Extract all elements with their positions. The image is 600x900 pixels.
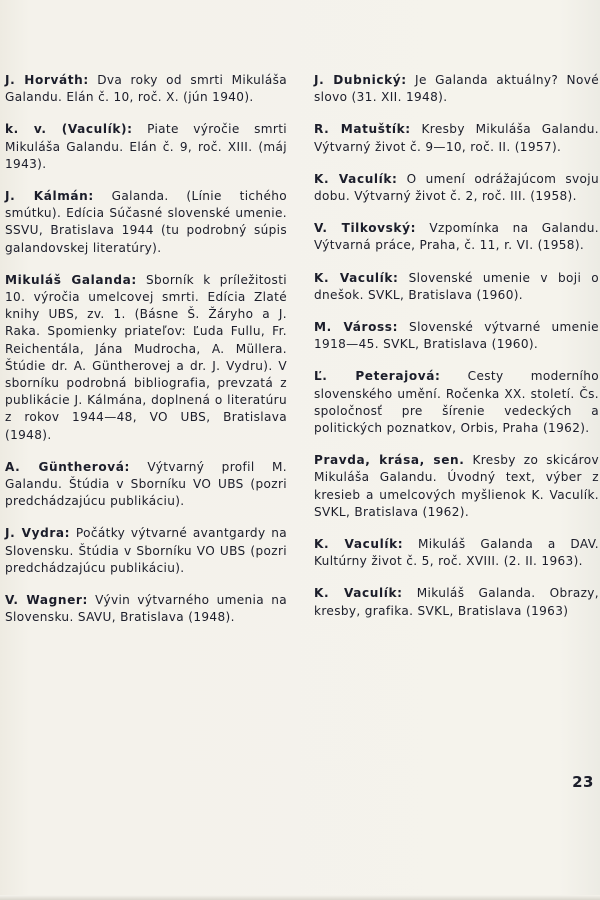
entry-text: Mikuláš Galanda a DAV. Kultúrny život č. 5, roč. XVIII. (2. II. 1963). xyxy=(314,537,599,569)
entry-author: K. Vaculík: xyxy=(314,537,404,552)
bibliography-entry xyxy=(314,536,599,570)
entry-text: Slovenské výtvarné umenie 1918—45. SVKL, Bratislava (1960). xyxy=(314,320,599,352)
bibliography-column-left xyxy=(5,72,287,641)
bibliography-entry xyxy=(5,72,287,106)
bibliography-entry xyxy=(5,592,287,626)
bibliography-entry xyxy=(314,220,599,254)
entry-author: k. v. (Vaculík): xyxy=(5,122,133,137)
entry-author: M. Váross: xyxy=(314,320,399,335)
bibliography-entry xyxy=(5,121,287,173)
entry-author: R. Matuštík: xyxy=(314,122,411,137)
page-number: 23 xyxy=(572,773,594,791)
entry-text: Vývin výtvarného umenia na Slovensku. SAVU, Bratislava (1948). xyxy=(5,593,287,625)
entry-author: J. Kálmán: xyxy=(5,189,94,204)
entry-author: V. Tilkovský: xyxy=(314,221,416,236)
entry-text: Sborník k príležitosti 10. výročia umelcovej smrti. Edícia Zlaté knihy UBS, zv. 1. (Básne Š. Žáryho a J. Raka. Spomienky priateľov: Ľuda Fullu, Fr. Reichentála, Jána Mudrocha, A. Müllera. Štúdie dr. A. Güntherovej a dr. J. Vydru). V sborníku podrobná bibliografia, prevzatá z publikácie J. Kálmána, doplnená o literatúru z rokov 1944—48, VO UBS, Bratislava (1948). xyxy=(5,272,288,442)
bibliography-entry xyxy=(314,585,599,619)
entry-text: Cesty moderního slovenského umění. Ročenka XX. století. Čs. spoločnosť pre šírenie vedeckých a politických poznatkov, Orbis, Praha (1962). xyxy=(314,369,599,436)
entry-text: Slovenské umenie v boji o dnešok. SVKL, Bratislava (1960). xyxy=(314,270,599,302)
entry-text: Piate výročie smrti Mikuláša Galandu. Elán č. 9, roč. XIII. (máj 1943). xyxy=(5,122,287,171)
entry-text: Mikuláš Galanda. Obrazy, kresby, grafika. SVKL, Bratislava (1963) xyxy=(314,586,599,618)
entry-text: Galanda. (Línie tichého smútku). Edícia Súčasné slovenské umenie. SSVU, Bratislava 1944 (tu podrobný súpis galandovskej literatúry). xyxy=(5,189,287,255)
entry-text: Výtvarný profil M. Galandu. Štúdia v Sborníku VO UBS (pozri predchádzajúcu publikáciu). xyxy=(5,459,287,509)
entry-text: Kresby Mikuláša Galandu. Výtvarný život č. 9—10, roč. II. (1957). xyxy=(314,122,599,154)
entry-author: Mikuláš Galanda: xyxy=(5,272,137,287)
entry-text: O umení odrážajúcom svoju dobu. Výtvarný život č. 2, roč. III. (1958). xyxy=(314,171,599,204)
entry-text: Počátky výtvarné avantgardy na Slovensku. Štúdia v Sborníku VO UBS (pozri predchádzajúcu publikáciu). xyxy=(5,526,287,575)
entry-author: J. Horváth: xyxy=(5,73,89,87)
bibliography-entry xyxy=(314,72,599,106)
entry-author: K. Vaculík: xyxy=(314,270,399,285)
entry-author: V. Wagner: xyxy=(5,593,88,608)
page-bottom-edge xyxy=(0,895,600,900)
entry-text: Kresby zo skicárov Mikuláša Galandu. Úvodný text, výber z kresieb a umelcových myšlienok K. Vaculík. SVKL, Bratislava (1962). xyxy=(314,453,599,519)
bibliography-entry xyxy=(314,319,599,353)
bibliography-entry xyxy=(314,452,599,521)
entry-author: A. Güntherová: xyxy=(5,459,130,474)
entry-author: Ľ. Peterajová: xyxy=(314,369,441,384)
bibliography-entry xyxy=(314,368,599,437)
entry-text: Vzpomínka na Galandu. Výtvarná práce, Praha, č. 11, r. VI. (1958). xyxy=(314,221,599,253)
entry-text: Je Galanda aktuálny? Nové slovo (31. XII. 1948). xyxy=(314,73,599,105)
bibliography-entry xyxy=(314,270,599,304)
bibliography-column-right xyxy=(314,72,599,635)
entry-author: K. Vaculík: xyxy=(314,586,403,601)
bibliography-entry xyxy=(5,459,287,511)
bibliography-entry xyxy=(314,121,599,155)
bibliography-entry xyxy=(314,171,599,205)
bibliography-entry xyxy=(5,525,287,577)
entry-author: J. Dubnický: xyxy=(314,73,407,87)
bibliography-entry xyxy=(5,188,287,257)
entry-author: J. Vydra: xyxy=(5,526,71,541)
bibliography-entry xyxy=(5,272,287,444)
entry-author: Pravda, krása, sen. xyxy=(314,453,465,468)
entry-text: Dva roky od smrti Mikuláša Galandu. Elán č. 10, roč. X. (jún 1940). xyxy=(5,73,287,105)
entry-author: K. Vaculík: xyxy=(314,171,398,186)
